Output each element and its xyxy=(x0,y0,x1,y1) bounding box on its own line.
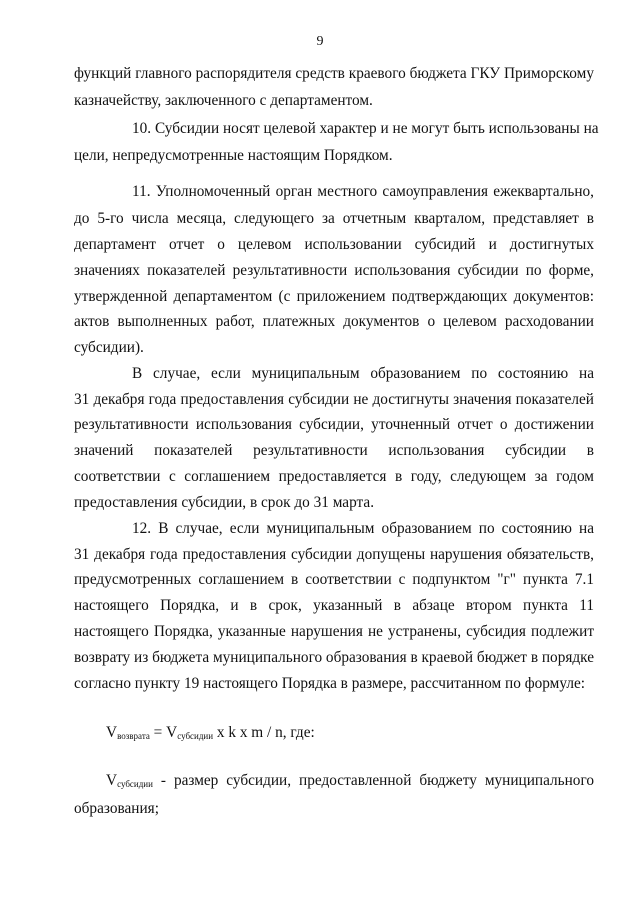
text-line: значений показателей результативности использования субсидии в xyxy=(74,442,594,459)
text-line: настоящего Порядка, указанные нарушения не устранены, субсидия подлежит xyxy=(74,623,594,640)
formula-lhs-symbol: V xyxy=(106,724,118,741)
text-line: настоящего Порядка, и в срок, указанный в абзаце втором пункта 11 xyxy=(74,597,594,614)
text-line: 10. Субсидии носят целевой характер и не могут быть использованы на xyxy=(132,120,599,137)
definition-subscript: субсидии xyxy=(117,779,153,789)
text-line: цели, непредусмотренные настоящим Порядком. xyxy=(74,147,393,164)
text-line: до 5-го числа месяца, следующего за отчетным кварталом, представляет в xyxy=(74,210,594,227)
definition-symbol: V xyxy=(106,772,118,789)
text-line: значениях показателей результативности использования субсидии по форме, xyxy=(74,262,594,279)
formula-rhs-subscript: субсидии xyxy=(177,731,214,741)
text-line: 12. В случае, если муниципальным образованием по состоянию на xyxy=(132,520,594,537)
page-number: 9 xyxy=(316,34,324,49)
text-line: функций главного распорядителя средств краевого бюджета ГКУ Приморскому xyxy=(74,65,594,82)
text-line: утвержденной департаментом (с приложением подтверждающих документов: xyxy=(74,288,594,305)
definition-text: - размер субсидии, предоставленной бюджету муниципального xyxy=(152,772,594,789)
text-line: образования; xyxy=(74,800,159,817)
formula-equals: = xyxy=(149,724,167,741)
formula-rest: x k x m / n, где: xyxy=(213,724,315,741)
formula-rhs-symbol: V xyxy=(166,724,178,741)
formula xyxy=(106,723,315,746)
formula-lhs-subscript: возврата xyxy=(117,731,150,741)
text-line: департамент отчет о целевом использовании субсидий и достигнутых xyxy=(74,236,594,253)
definition-line xyxy=(106,771,594,794)
text-line: актов выполненных работ, платежных документов о целевом расходовании xyxy=(74,313,594,330)
text-line: возврату из бюджета муниципального образования в краевой бюджет в порядке xyxy=(74,649,595,666)
text-line: соответствии с соглашением предоставляется в году, следующем за годом xyxy=(74,468,594,485)
text-line: предоставления субсидии, в срок до 31 марта. xyxy=(74,494,375,511)
text-line: казначейству, заключенного с департаментом. xyxy=(74,92,373,109)
text-line: результативности использования субсидии, уточненный отчет о достижении xyxy=(74,416,594,433)
text-line: В случае, если муниципальным образованием по состоянию на xyxy=(132,365,594,382)
text-line: субсидии). xyxy=(74,339,144,356)
text-line: предусмотренных соглашением в соответствии с подпунктом "г" пункта 7.1 xyxy=(74,571,594,588)
text-line: согласно пункту 19 настоящего Порядка в размере, рассчитанном по формуле: xyxy=(74,675,586,692)
text-line: 11. Уполномоченный орган местного самоуправления ежеквартально, xyxy=(132,183,594,200)
text-line: 31 декабря года предоставления субсидии допущены нарушения обязательств, xyxy=(74,546,594,563)
text-line: 31 декабря года предоставления субсидии не достигнуты значения показателей xyxy=(74,391,594,408)
